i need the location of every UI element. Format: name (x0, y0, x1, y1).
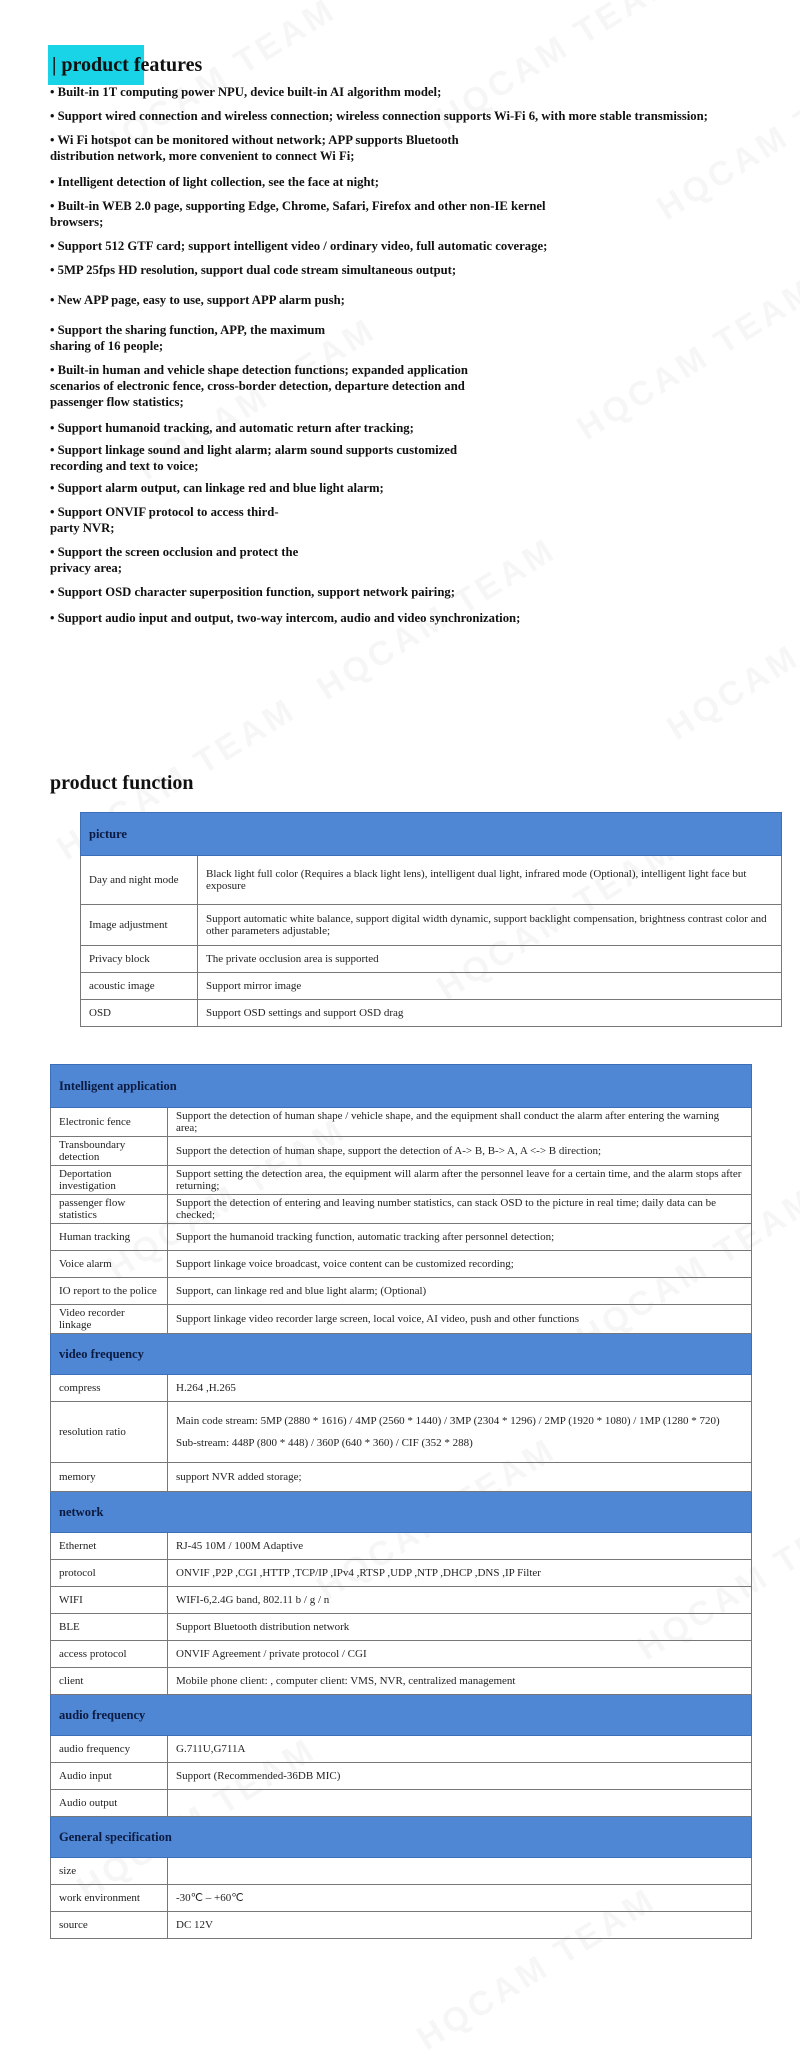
spec-label: access protocol (51, 1641, 168, 1668)
table-row (81, 856, 782, 905)
table-row (51, 1885, 752, 1912)
section-header-row (81, 813, 782, 856)
spec-value: H.264 ,H.265 (168, 1375, 752, 1402)
spec-value: RJ-45 10M / 100M Adaptive (168, 1533, 752, 1560)
spec-value: Support the humanoid tracking function, automatic tracking after personnel detection; (168, 1224, 752, 1251)
spec-value (168, 1858, 752, 1885)
table-row (81, 1000, 782, 1027)
spec-label: memory (51, 1463, 168, 1492)
table-row (51, 1305, 752, 1334)
section-title: video frequency (51, 1334, 752, 1375)
spec-label: passenger flow statistics (51, 1195, 168, 1224)
spec-value-line: Sub-stream: 448P (800 * 448) / 360P (640 * 360) / CIF (352 * 288) (176, 1437, 473, 1449)
spec-value: Black light full color (Requires a black light lens), intelligent dual light, infrared mode (Optional), intelligent light face but exposure (198, 856, 782, 905)
spec-label: Privacy block (81, 946, 198, 973)
spec-value: Support the detection of human shape / vehicle shape, and the equipment shall conduct the alarm after entering the warning area; (168, 1108, 752, 1137)
spec-value: WIFI-6,2.4G band, 802.11 b / g / n (168, 1587, 752, 1614)
spec-label: compress (51, 1375, 168, 1402)
table-row (51, 1108, 752, 1137)
table-row (51, 1912, 752, 1939)
table-row (51, 1736, 752, 1763)
section-title: network (51, 1492, 752, 1533)
feature-item: • Support the sharing function, APP, the maximum sharing of 16 people; (50, 323, 326, 353)
spec-label: IO report to the police (51, 1278, 168, 1305)
spec-label: audio frequency (51, 1736, 168, 1763)
spec-value: Support automatic white balance, support digital width dynamic, support backlight compensation, brightness contrast color and other parameters adjustable; (198, 905, 782, 946)
spec-label: Video recorder linkage (51, 1305, 168, 1334)
spec-label: Ethernet (51, 1533, 168, 1560)
spec-label: Deportation investigation (51, 1166, 168, 1195)
spec-value: Support setting the detection area, the equipment will alarm after the personnel leave for a certain time, and the alarm stops after returning; (168, 1166, 752, 1195)
table-row (51, 1463, 752, 1492)
spec-value: DC 12V (168, 1912, 752, 1939)
watermark-text (660, 570, 800, 748)
table-row (81, 973, 782, 1000)
table-row (51, 1195, 752, 1224)
table-row (51, 1668, 752, 1695)
section-title: audio frequency (51, 1695, 752, 1736)
section-header-row (51, 1065, 752, 1108)
spec-label: Day and night mode (81, 856, 198, 905)
feature-item: • Wi Fi hotspot can be monitored without network; APP supports Bluetooth distribution network, more convenient to connect Wi Fi; (50, 133, 459, 163)
watermark-text (650, 50, 800, 228)
feature-item: • Intelligent detection of light collection, see the face at night; (50, 175, 379, 189)
spec-value-line: Main code stream: 5MP (2880 * 1616) / 4MP (2560 * 1440) / 3MP (2304 * 1296) / 2MP (1920 * 1080) / 1MP (1280 * 720) (176, 1415, 720, 1427)
table-row (81, 946, 782, 973)
spec-label: BLE (51, 1614, 168, 1641)
table-row (51, 1533, 752, 1560)
spec-label: acoustic image (81, 973, 198, 1000)
table-row (51, 1641, 752, 1668)
feature-item: • Support audio input and output, two-way intercom, audio and video synchronization; (50, 611, 521, 625)
spec-label: WIFI (51, 1587, 168, 1614)
feature-item: • Support 512 GTF card; support intelligent video / ordinary video, full automatic coverage; (50, 239, 548, 253)
spec-value: ONVIF ,P2P ,CGI ,HTTP ,TCP/IP ,IPv4 ,RTSP ,UDP ,NTP ,DHCP ,DNS ,IP Filter (168, 1560, 752, 1587)
spec-label: Audio input (51, 1763, 168, 1790)
section-title: General specification (51, 1817, 752, 1858)
spec-label: Human tracking (51, 1224, 168, 1251)
features-title: | product features (48, 45, 202, 85)
spec-table (50, 1064, 752, 1939)
feature-item: • Support OSD character superposition function, support network pairing; (50, 585, 455, 599)
spec-label: source (51, 1912, 168, 1939)
table-row (51, 1375, 752, 1402)
picture-spec-table (80, 812, 782, 1027)
feature-item: • Built-in human and vehicle shape detection functions; expanded application scenarios of electronic fence, cross-border detection, departure detection and passenger flow statistics; (50, 363, 468, 409)
table-row (51, 1560, 752, 1587)
spec-label: Voice alarm (51, 1251, 168, 1278)
table-row (51, 1166, 752, 1195)
spec-value: -30℃ – +60℃ (168, 1885, 752, 1912)
table-row (51, 1402, 752, 1463)
table-row (51, 1224, 752, 1251)
spec-value: G.711U,G711A (168, 1736, 752, 1763)
feature-item: • Support wired connection and wireless connection; wireless connection supports Wi-Fi 6, with more stable transmission; (50, 109, 708, 123)
table-row (81, 905, 782, 946)
feature-item: • Support humanoid tracking, and automatic return after tracking; (50, 421, 414, 435)
table-row (51, 1587, 752, 1614)
spec-label: Transboundary detection (51, 1137, 168, 1166)
spec-value (168, 1402, 752, 1463)
section-title: picture (81, 813, 782, 856)
spec-value: Support linkage video recorder large screen, local voice, AI video, push and other functions (168, 1305, 752, 1334)
spec-label: work environment (51, 1885, 168, 1912)
feature-item: • Support the screen occlusion and protect the privacy area; (50, 545, 299, 575)
spec-label: client (51, 1668, 168, 1695)
spec-value (168, 1790, 752, 1817)
watermark-text (570, 270, 800, 448)
spec-value: ONVIF Agreement / private protocol / CGI (168, 1641, 752, 1668)
spec-label: Image adjustment (81, 905, 198, 946)
feature-item: • Built-in WEB 2.0 page, supporting Edge, Chrome, Safari, Firefox and other non-IE kernel browsers; (50, 199, 546, 229)
spec-value: Support Bluetooth distribution network (168, 1614, 752, 1641)
spec-label: resolution ratio (51, 1402, 168, 1463)
table-row (51, 1614, 752, 1641)
spec-label: protocol (51, 1560, 168, 1587)
table-row (51, 1858, 752, 1885)
feature-item: • Support ONVIF protocol to access third- party NVR; (50, 505, 279, 535)
spec-value: Support OSD settings and support OSD drag (198, 1000, 782, 1027)
function-title: product function (50, 772, 194, 794)
table-row (51, 1763, 752, 1790)
spec-label: Electronic fence (51, 1108, 168, 1137)
section-header-row (51, 1492, 752, 1533)
spec-value: Support the detection of entering and leaving number statistics, can stack OSD to the picture in real time; daily data can be checked; (168, 1195, 752, 1224)
spec-value: Support linkage voice broadcast, voice content can be customized recording; (168, 1251, 752, 1278)
table-row (51, 1251, 752, 1278)
section-title: Intelligent application (51, 1065, 752, 1108)
spec-value: The private occlusion area is supported (198, 946, 782, 973)
feature-item: • New APP page, easy to use, support APP alarm push; (50, 293, 345, 307)
spec-label: Audio output (51, 1790, 168, 1817)
spec-value: Support mirror image (198, 973, 782, 1000)
feature-item: • Support linkage sound and light alarm; alarm sound supports customized recording and text to voice; (50, 443, 457, 473)
spec-value: Support, can linkage red and blue light alarm; (Optional) (168, 1278, 752, 1305)
table-row (51, 1278, 752, 1305)
spec-label: OSD (81, 1000, 198, 1027)
spec-value: support NVR added storage; (168, 1463, 752, 1492)
spec-label: size (51, 1858, 168, 1885)
spec-value: Support the detection of human shape, support the detection of A-> B, B-> A, A <-> B direction; (168, 1137, 752, 1166)
feature-item: • Built-in 1T computing power NPU, device built-in AI algorithm model; (50, 85, 442, 99)
feature-item: • 5MP 25fps HD resolution, support dual code stream simultaneous output; (50, 263, 457, 277)
section-header-row (51, 1695, 752, 1736)
table-row (51, 1137, 752, 1166)
spec-value: Support (Recommended-36DB MIC) (168, 1763, 752, 1790)
section-header-row (51, 1334, 752, 1375)
spec-value: Mobile phone client: , computer client: VMS, NVR, centralized management (168, 1668, 752, 1695)
feature-item: • Support alarm output, can linkage red and blue light alarm; (50, 481, 384, 495)
section-header-row (51, 1817, 752, 1858)
table-row (51, 1790, 752, 1817)
